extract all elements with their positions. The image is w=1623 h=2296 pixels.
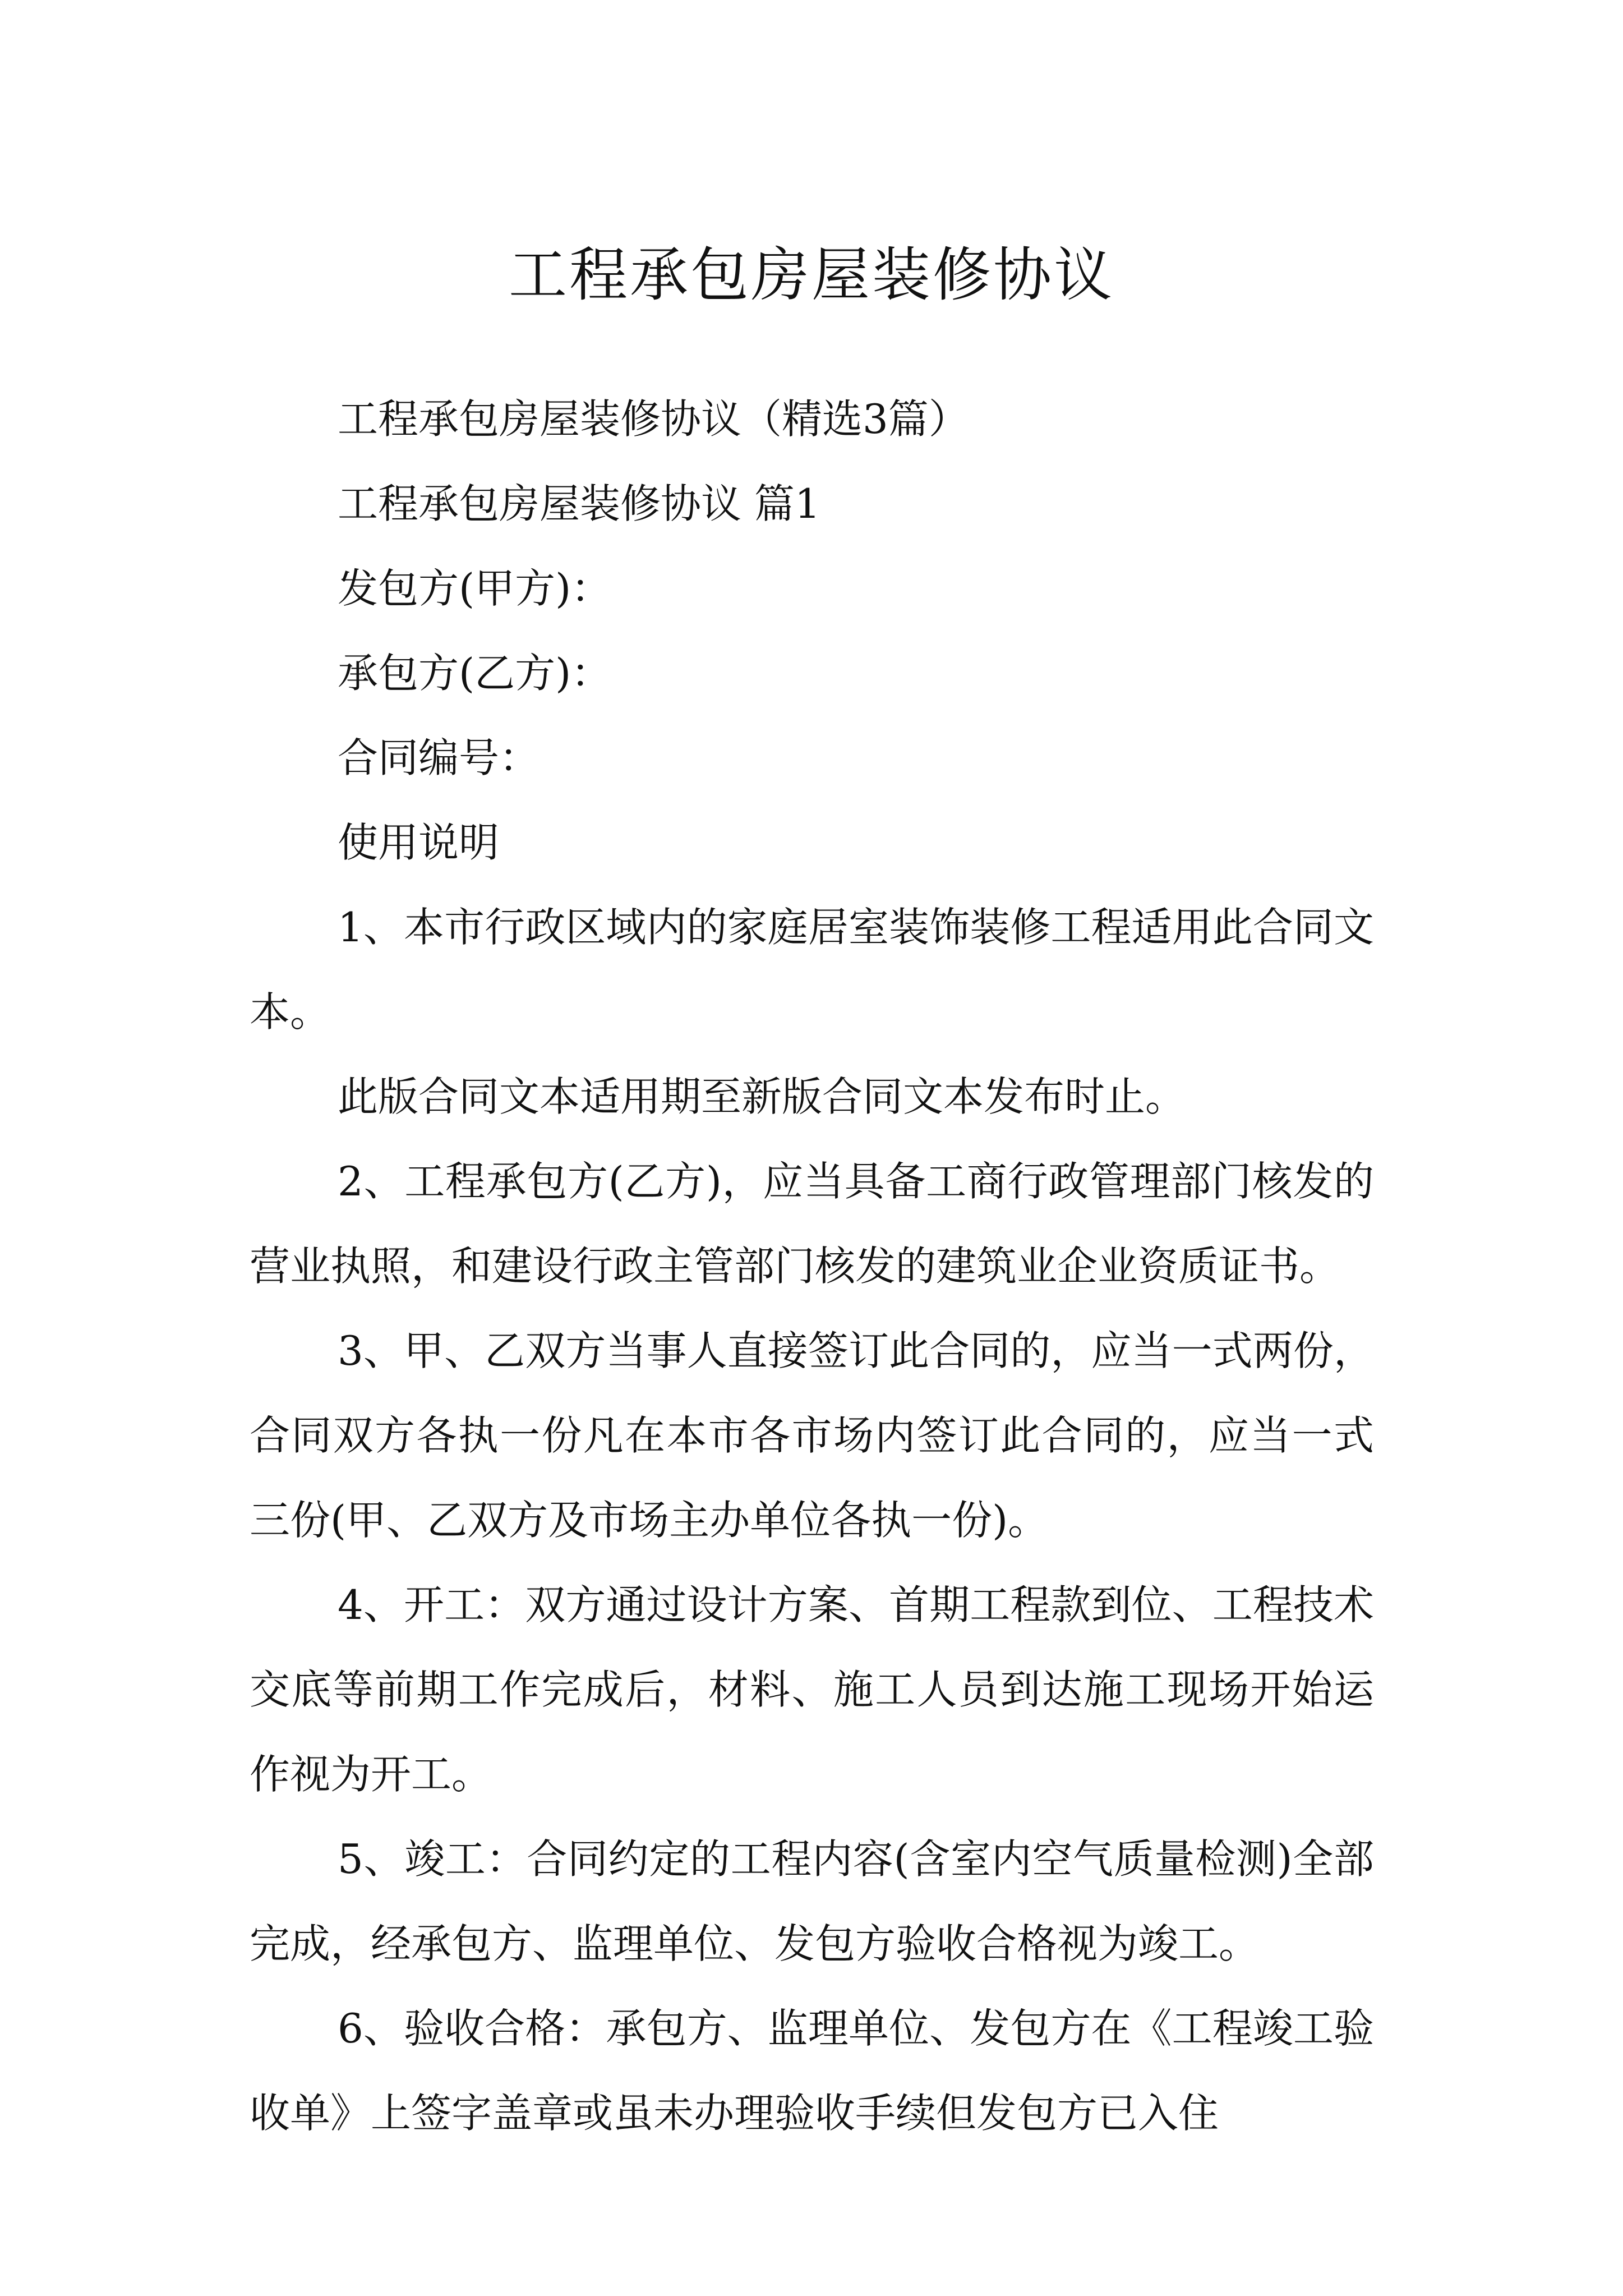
contract-number-line: 合同编号： [338,734,540,781]
usage-notes-heading: 使用说明 [338,819,500,866]
paragraph-3: 3、甲、乙双方当事人直接签订此合同的，应当一式两份，合同双方各执一份凡在本市各市场内签订此合同的，应当一式三份(甲、乙双方及市场主办单位各执一份)。 [250,1327,1374,1544]
section-heading: 工程承包房屋装修协议 篇1 [338,480,820,527]
paragraph-6: 6、验收合格：承包方、监理单位、发包方在《工程竣工验收单》上签字盖章或虽未办理验收手续但发包方已入住 [250,2005,1374,2137]
document-title: 工程承包房屋装修协议 [508,240,1114,309]
paragraph-4: 4、开工：双方通过设计方案、首期工程款到位、工程技术交底等前期工作完成后，材料、施工人员到达施工现场开始运作视为开工。 [250,1581,1374,1798]
paragraph-1: 1、本市行政区域内的家庭居室装饰装修工程适用此合同文本。 [250,904,1374,1036]
party-a-line: 发包方(甲方)： [338,565,612,612]
paragraph-2: 2、工程承包方(乙方)，应当具备工商行政管理部门核发的营业执照，和建设行政主管部门核发的建筑业企业资质证书。 [250,1158,1374,1290]
paragraph-5: 5、竣工：合同约定的工程内容(含室内空气质量检测)全部完成，经承包方、监理单位、发包方验收合格视为竣工。 [250,1835,1374,1967]
subtitle-line: 工程承包房屋装修协议（精选3篇） [338,395,969,443]
paragraph-validity: 此版合同文本适用期至新版合同文本发布时止。 [338,1073,1186,1120]
party-b-line: 承包方(乙方)： [338,650,612,697]
document-body [250,377,1374,2156]
